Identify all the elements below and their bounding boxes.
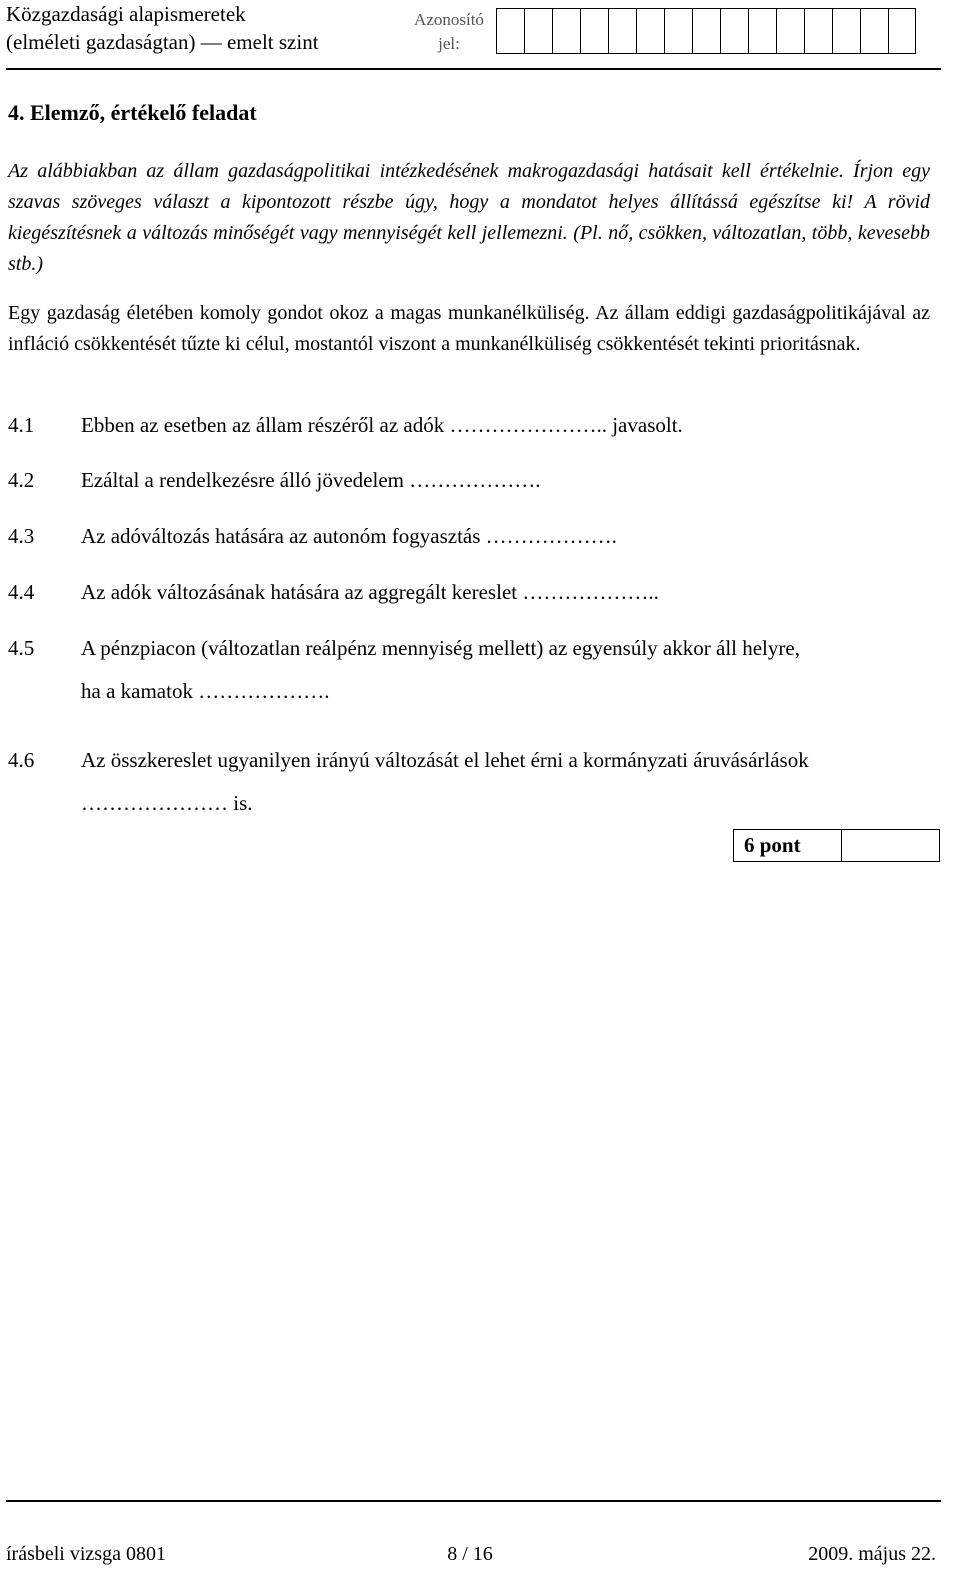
id-box[interactable]: [524, 8, 552, 54]
id-box[interactable]: [720, 8, 748, 54]
question-number: 4.2: [8, 468, 35, 492]
id-box[interactable]: [860, 8, 888, 54]
id-label-line2: jel:: [438, 34, 460, 53]
footer-page-number: 8 / 16: [447, 1543, 493, 1565]
id-label: [410, 8, 488, 56]
id-box[interactable]: [552, 8, 580, 54]
question-text: Az összkereslet ugyanilyen irányú változását el lehet érni a kormányzati áruvásárlások: [81, 748, 809, 772]
id-box[interactable]: [608, 8, 636, 54]
question-number: 4.6: [8, 748, 35, 772]
id-box[interactable]: [580, 8, 608, 54]
id-box[interactable]: [804, 8, 832, 54]
footer-date: 2009. május 22.: [808, 1543, 936, 1565]
question-number: 4.5: [8, 636, 35, 660]
score-label: 6 pont: [734, 830, 842, 861]
footer-divider: [6, 1500, 941, 1502]
task-scenario: Egy gazdaság életében komoly gondot okoz a magas munkanélküliség. Az állam eddigi gazdaságpolitikájával az infláció csökkentését tűzte ki célul, mostantól viszont a munkanélküliség csökkentését tekinti prioritásnak.: [8, 302, 930, 355]
id-box[interactable]: [748, 8, 776, 54]
id-box[interactable]: [832, 8, 860, 54]
score-box: [733, 829, 940, 862]
question-text[interactable]: Ezáltal a rendelkezésre álló jövedelem ……………….: [81, 468, 541, 492]
question-text: A pénzpiacon (változatlan reálpénz mennyiség mellett) az egyensúly akkor áll helyre,: [81, 636, 800, 660]
score-input-cell[interactable]: [842, 830, 939, 861]
question-text[interactable]: Az adók változásának hatására az aggregált kereslet ………………..: [81, 580, 659, 604]
question-text-continuation[interactable]: ha a kamatok ……………….: [81, 679, 330, 703]
task-instructions: Az alábbiakban az állam gazdaságpolitikai intézkedésének makrogazdasági hatásait kell értékelnie. Írjon egy szavas szöveges választ a kipontozott részbe úgy, hogy a mondatot helyes állítássá egészítse ki! A rövid kiegészítésnek a változás minőségét vagy mennyiségét kell jellemezni. (Pl. nő, csökken, változatlan, több, kevesebb stb.): [8, 160, 930, 275]
id-box[interactable]: [496, 8, 524, 54]
id-box[interactable]: [664, 8, 692, 54]
id-label-line1: Azonosító: [414, 10, 484, 29]
question-number: 4.4: [8, 580, 35, 604]
question-text[interactable]: Az adóváltozás hatására az autonóm fogyasztás ……………….: [81, 524, 617, 548]
footer-exam-label: írásbeli vizsga 0801: [6, 1543, 166, 1565]
id-box[interactable]: [636, 8, 664, 54]
question-text[interactable]: Ebben az esetben az állam részéről az adók ………………….. javasolt.: [81, 413, 683, 437]
question-number: 4.1: [8, 413, 35, 437]
subject-line2: (elméleti gazdaságtan) — emelt szint: [6, 30, 319, 54]
question-text-continuation[interactable]: ………………… is.: [81, 791, 253, 815]
subject-header: [6, 0, 319, 56]
id-box[interactable]: [776, 8, 804, 54]
id-box[interactable]: [888, 8, 916, 54]
question-number: 4.3: [8, 524, 35, 548]
subject-line1: Közgazdasági alapismeretek: [6, 2, 246, 26]
header-divider: [6, 68, 941, 70]
id-boxes: [496, 8, 916, 54]
id-box[interactable]: [692, 8, 720, 54]
task-title: 4. Elemző, értékelő feladat: [8, 100, 257, 125]
